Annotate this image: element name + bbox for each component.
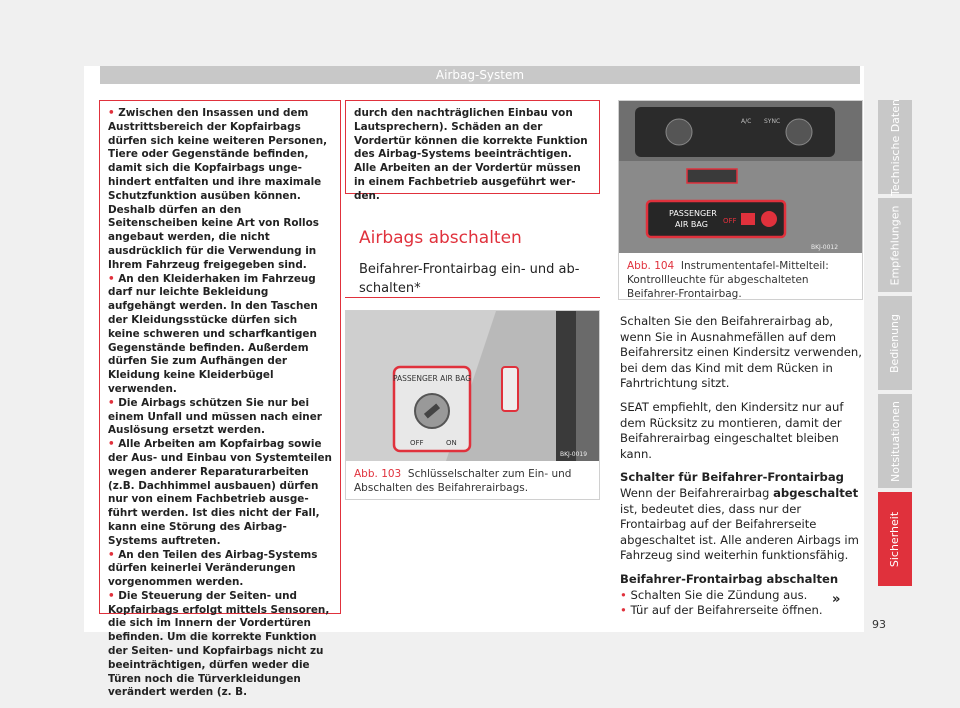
- bullet-icon: •: [108, 548, 119, 561]
- tab-notsituationen[interactable]: Notsituationen: [878, 394, 912, 488]
- figure-caption: Abb. 103 Schlüsselschalter zum Ein- und Abschalten des Beifahrerairbags.: [354, 468, 572, 494]
- paragraph: Schalten Sie den Beifahrerairbag ab, wenn Sie in Ausnahmefällen auf dem Beifahrersitz einen Kindersitz verwenden, bei dem das Kind mit dem Rücken in Fahrtrichtung sitzt.: [620, 314, 862, 391]
- warning-box-col2: [345, 100, 600, 202]
- indicator-label-1: PASSENGER: [669, 209, 717, 218]
- bullet-item: • Alle Arbeiten am Kopfairbag sowie der Aus- und Einbau von Systemteilen wegen anderer Reparaturarbeiten (z.B. Dachhimmel ausbauen) dürfen nur von einem Fachbetrieb ausgeführt werden. Ist dies nicht der Fall, kann eine Störung des Airbag-Systems auftreten.: [108, 438, 332, 547]
- switch-label: PASSENGER AIR BAG: [392, 374, 472, 383]
- subheading-switch: Schalter für Beifahrer-Frontairbag: [620, 470, 844, 485]
- step-item: • Schalten Sie die Zündung aus.: [620, 587, 808, 602]
- tab-technische-daten[interactable]: Technische Daten: [878, 100, 912, 194]
- ac-label: A/C: [741, 118, 752, 125]
- sync-label: SYNC: [764, 118, 781, 125]
- figure-caption: Abb. 104 Instrumententafel-Mittelteil: Kontrollleuchte für abgeschalteten Beifahrer-Frontairbag.: [627, 260, 829, 300]
- section-heading: Airbags abschalten: [359, 228, 522, 248]
- dashboard-image: [619, 101, 862, 253]
- indicator-label-2: AIR BAG: [675, 220, 708, 229]
- bullet-icon: •: [620, 603, 627, 618]
- body-text: [620, 314, 862, 619]
- step-item: • Tür auf der Beifahrerseite öffnen.: [620, 603, 823, 618]
- heading-rule: [345, 297, 600, 298]
- subheading-off: Beifahrer-Frontairbag abschalten: [620, 571, 839, 586]
- tab-sicherheit[interactable]: Sicherheit: [878, 492, 912, 586]
- bullet-icon: •: [108, 589, 119, 602]
- figure-103: [345, 310, 600, 500]
- figure-104: [618, 100, 863, 300]
- bullet-item: • Die Steuerung der Seiten- und Kopfairbags erfolgt mittels Sensoren, die sich im Innern der Vordertüren befinden. Um die korrekte Funktion der Seiten- und Kopfairbags nicht zu beeinträchtigen, dürfen weder die Türen noch die Türverkleidungen verändert werden (z. B.: [108, 589, 330, 699]
- bullet-item: • Zwischen den Insassen und dem Austrittsbereich der Kopfairbags dürfen sich keine weiteren Personen, Tiere oder Gegenstände befinden, damit sich die Kopfairbags ungehindert entfalten und ihre maximale Schutzfunktion ausüben können. Deshalb dürfen an den Seitenscheiben keine Art von Rollos angebaut werden, die nicht ausdrücklich für die Verwendung in Ihrem Fahrzeug freigegeben sind.: [108, 107, 328, 271]
- key-switch-image: [346, 311, 599, 461]
- off-label: OFF: [410, 439, 424, 447]
- figure-code: BKJ-0019: [560, 451, 588, 458]
- page-header: Airbag-System: [100, 66, 860, 84]
- paragraph: Wenn der Beifahrerairbag abgeschaltet ist, bedeutet dies, dass nur der Frontairbag auf der Beifahrerseite abgeschaltet ist. Alle anderen Airbags im Fahrzeug sind weiterhin funktionsfähig.: [620, 485, 859, 563]
- bullet-icon: •: [108, 107, 119, 119]
- bullet-item: • Die Airbags schützen Sie nur bei einem Unfall und müssen nach einer Auslösung ersetzt werden.: [108, 396, 322, 437]
- bullet-icon: •: [108, 438, 119, 451]
- section-subheading: Beifahrer-Frontairbag ein- und abschalten*: [359, 262, 580, 296]
- tab-bedienung[interactable]: Bedienung: [878, 296, 912, 390]
- bullet-icon: •: [620, 587, 627, 602]
- warning-box-col1: [99, 100, 341, 699]
- bullet-icon: •: [108, 272, 119, 285]
- figure-code: BKJ-0012: [811, 244, 839, 251]
- bullet-icon: •: [108, 396, 119, 409]
- on-label: ON: [446, 439, 457, 447]
- continue-arrow: »: [832, 592, 841, 607]
- warning-text: durch den nachträglichen Einbau von Lautsprechern). Schäden an der Vordertür können die korrekte Funktion des Airbag-Systems beeinträchtigen. Alle Arbeiten an der Vordertür müssen in einem Fachbetrieb ausgeführt werden.: [354, 107, 588, 202]
- indicator-off: OFF: [723, 217, 737, 225]
- bullet-item: • An den Kleiderhaken im Fahrzeug darf nur leichte Bekleidung aufgehängt werden. In den Taschen der Kleidungsstücke dürfen sich keine schweren und scharfkantigen Gegenstände befinden. Außerdem dürfen Sie zum Aufhängen der Kleidung keine Kleiderbügel verwenden.: [108, 272, 318, 395]
- paragraph: SEAT empfiehlt, den Kindersitz nur auf dem Rücksitz zu montieren, damit der Beifahrerairbag eingeschaltet bleiben kann.: [620, 399, 844, 461]
- page-number: 93: [872, 618, 886, 631]
- bullet-item: • An den Teilen des Airbag-Systems dürfen keinerlei Veränderungen vorgenommen werden.: [108, 548, 318, 589]
- tab-empfehlungen[interactable]: Empfehlungen: [878, 198, 912, 292]
